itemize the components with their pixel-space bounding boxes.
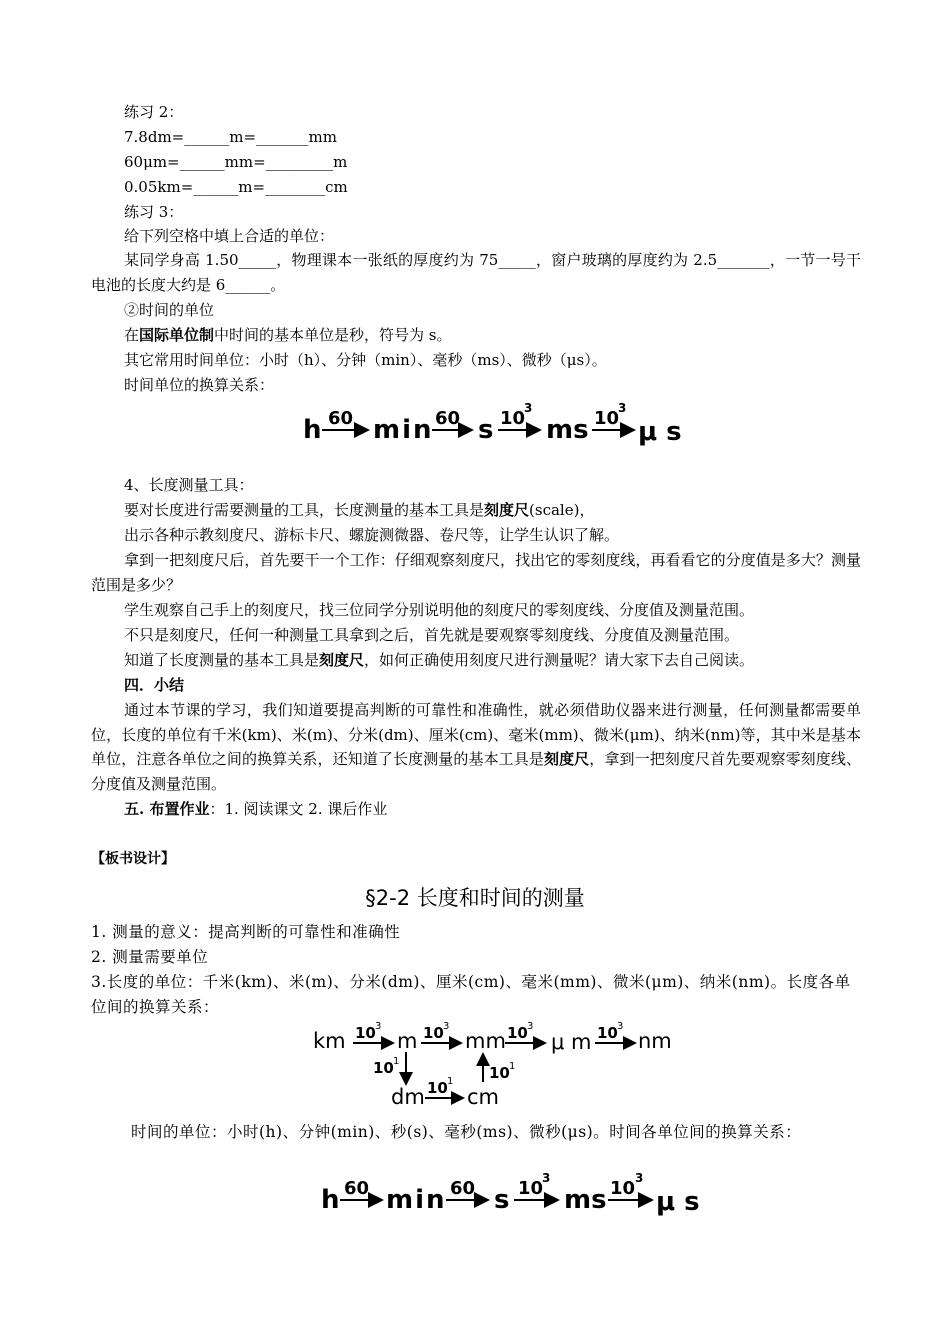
time-other-units: 其它常用时间单位：小时（h）、分钟（min）、毫秒（ms）、微秒（μs）。 <box>124 351 607 369</box>
unit-s: s <box>494 1185 510 1215</box>
factor-ms-us: 10 <box>594 408 620 429</box>
unit-ms: ms <box>546 415 589 445</box>
time-conversion-diagram <box>300 400 700 450</box>
homework: 五. 布置作业：1. 阅读课文 2. 课后作业 <box>124 800 388 818</box>
unit-um: μ m <box>551 1030 592 1054</box>
tools-p6: 知道了长度测量的基本工具是刻度尺，如何正确使用刻度尺进行测量呢？请大家下去自己阅读。 <box>124 651 755 669</box>
unit-s: s <box>478 415 494 445</box>
board-item-2: 2. 测量需要单位 <box>91 948 209 966</box>
exp-m-dm: 1 <box>393 1056 400 1067</box>
exercise-3-instruction: 给下列空格中填上合适的单位： <box>124 227 335 245</box>
exp-dm-cm: 1 <box>447 1076 454 1087</box>
exp-s-ms: 3 <box>542 1171 551 1185</box>
unit-nm: nm <box>638 1029 672 1053</box>
exp-m-mm: 3 <box>443 1021 450 1032</box>
factor-m-dm: 10 <box>373 1059 394 1077</box>
tools-p1: 要对长度进行需要测量的工具，长度测量的基本工具是刻度尺(scale)， <box>124 501 595 519</box>
unit-min: min <box>386 1185 447 1215</box>
factor-um-nm: 10 <box>597 1024 618 1042</box>
unit-cm: cm <box>467 1085 500 1109</box>
factor-h-min: 60 <box>344 1178 370 1199</box>
tools-p4: 学生观察自己手上的刻度尺，找三位同学分别说明他的刻度尺的零刻度线、分度值及测量范围。 <box>124 601 755 619</box>
exp-mm-um: 3 <box>527 1021 534 1032</box>
exp-km-m: 3 <box>375 1021 382 1032</box>
time-conversion-label: 时间单位的换算关系： <box>124 376 275 394</box>
length-conversion-diagram <box>313 1022 693 1112</box>
factor-cm-mm: 10 <box>489 1064 510 1082</box>
factor-dm-cm: 10 <box>427 1079 448 1097</box>
board-title: §2-2 长度和时间的测量 <box>365 886 585 910</box>
exp-s-ms: 3 <box>524 401 533 415</box>
unit-mm: mm <box>465 1029 506 1053</box>
factor-h-min: 60 <box>328 408 354 429</box>
exp-cm-mm: 1 <box>509 1061 516 1072</box>
factor-km-m: 10 <box>355 1024 376 1042</box>
exercise-2-q1: 7.8dm=______m=_______mm <box>124 128 337 146</box>
exp-um-nm: 3 <box>617 1021 624 1032</box>
unit-h: h <box>303 415 322 445</box>
time-unit-heading: ②时间的单位 <box>124 301 215 319</box>
factor-s-ms: 10 <box>500 408 526 429</box>
board-item-3: 3.长度的单位：千米(km)、米(m)、分米(dm)、厘米(cm)、毫米(mm)、微米(μm)、纳米(nm)。长度各单位间的换算关系： <box>91 973 851 1016</box>
unit-us: μ s <box>638 417 682 447</box>
board-time-units: 时间的单位：小时(h)、分钟(min)、秒(s)、毫秒(ms)、微秒(μs)。时间各单位间的换算关系： <box>131 1123 802 1141</box>
tools-p2: 出示各种示教刻度尺、游标卡尺、螺旋测微器、卷尺等，让学生认识了解。 <box>124 526 620 544</box>
summary-paragraph: 通过本节课的学习，我们知道要提高判断的可靠性和准确性，就必须借助仪器来进行测量，任何测量都需要单位，长度的单位有千米(km)、米(m)、分米(dm)、厘米(cm)、毫米(mm)、微米(μm)、纳米(nm)等，其中米是基本单位，注意各单位之间的换算关系，还知道了长度测量的基本工具是刻度尺，拿到一把刻度尺首先要观察零刻度线、分度值及测量范围。 <box>91 701 861 793</box>
unit-ms: ms <box>564 1185 607 1215</box>
exercise-2-q2: 60μm=______mm=_________m <box>124 153 348 171</box>
factor-m-mm: 10 <box>423 1024 444 1042</box>
summary-heading: 四．小结 <box>124 676 185 694</box>
unit-h: h <box>321 1185 340 1215</box>
board-time-conversion-diagram <box>318 1172 718 1222</box>
exercise-2-q3: 0.05km=______m=________cm <box>124 178 348 196</box>
unit-us: μ s <box>656 1187 700 1217</box>
unit-km: km <box>313 1029 346 1053</box>
time-base-unit: 在国际单位制中时间的基本单位是秒，符号为 s。 <box>124 326 452 344</box>
factor-s-ms: 10 <box>518 1178 544 1199</box>
tools-p5: 不只是刻度尺，任何一种测量工具拿到之后，首先就是要观察零刻度线、分度值及测量范围。 <box>124 626 740 644</box>
exp-ms-us: 3 <box>635 1171 644 1185</box>
exercise-2-title: 练习 2： <box>124 103 184 121</box>
board-item-1: 1. 测量的意义：提高判断的可靠性和准确性 <box>91 923 401 941</box>
board-design-label: 【板书设计】 <box>91 851 175 867</box>
factor-min-s: 60 <box>435 408 461 429</box>
tools-heading: 4、长度测量工具： <box>124 476 254 494</box>
unit-min: min <box>373 415 434 445</box>
factor-min-s: 60 <box>450 1178 476 1199</box>
factor-ms-us: 10 <box>610 1178 636 1199</box>
tools-p3: 拿到一把刻度尺后，首先要干一个工作：仔细观察刻度尺，找出它的零刻度线，再看看它的分度值是多大？测量范围是多少？ <box>91 551 861 594</box>
exp-ms-us: 3 <box>618 401 627 415</box>
unit-m: m <box>397 1029 418 1053</box>
exercise-3-title: 练习 3： <box>124 203 184 221</box>
factor-mm-um: 10 <box>507 1024 528 1042</box>
unit-dm: dm <box>391 1085 425 1109</box>
exercise-3-body: 某同学身高 1.50_____，物理课本一张纸的厚度约为 75_____，窗户玻璃的厚度约为 2.5_______，一节一号干电池的长度大约是 6______。 <box>91 251 861 294</box>
